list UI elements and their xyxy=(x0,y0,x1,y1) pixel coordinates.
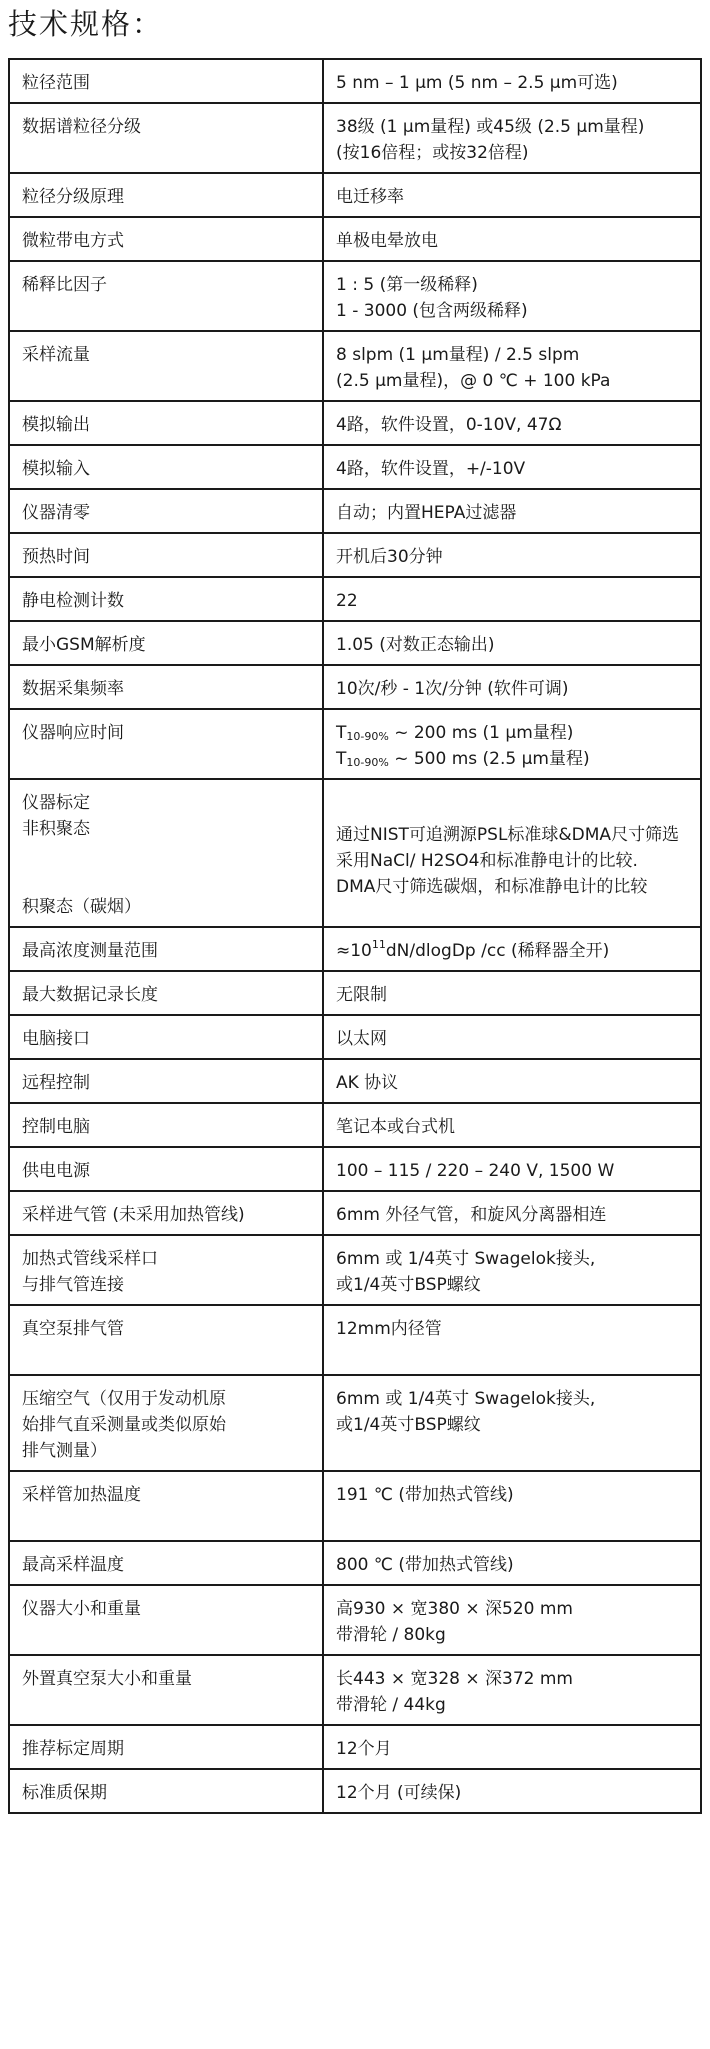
table-row xyxy=(9,971,701,1015)
spec-key-line: 远程控制 xyxy=(22,1073,90,1093)
spec-value-line: 4路，软件设置，0-10V, 47Ω xyxy=(336,415,562,435)
spec-key-line: 模拟输出 xyxy=(22,415,90,435)
spec-key-line: 最高浓度测量范围 xyxy=(22,941,158,961)
spec-key-line: 最大数据记录长度 xyxy=(22,985,158,1005)
spec-value-line: 开机后30分钟 xyxy=(336,547,443,567)
spec-value xyxy=(323,489,701,533)
spec-key xyxy=(9,489,323,533)
spec-value-line: 笔记本或台式机 xyxy=(336,1117,455,1137)
spec-value-line: (2.5 μm量程)，@ 0 ℃ + 100 kPa xyxy=(336,371,611,391)
spec-value xyxy=(323,401,701,445)
spec-key-line: 粒径范围 xyxy=(22,73,90,93)
table-row xyxy=(9,1147,701,1191)
spec-key xyxy=(9,331,323,401)
spec-value-line: 38级 (1 μm量程) 或45级 (2.5 μm量程) xyxy=(336,117,645,137)
spec-key-line: 控制电脑 xyxy=(22,1117,90,1137)
spec-value-line: (按16倍程；或按32倍程) xyxy=(336,143,529,163)
spec-value xyxy=(323,1191,701,1235)
spec-key-line: 电脑接口 xyxy=(22,1029,90,1049)
response-prefix: T xyxy=(336,749,347,769)
table-row xyxy=(9,261,701,331)
spec-key-line: 真空泵排气管 xyxy=(22,1319,124,1339)
spec-table xyxy=(8,58,702,1814)
spec-key xyxy=(9,779,323,927)
spec-key xyxy=(9,173,323,217)
spec-key-line: 微粒带电方式 xyxy=(22,231,124,251)
spec-key xyxy=(9,971,323,1015)
spec-key xyxy=(9,665,323,709)
spec-key xyxy=(9,401,323,445)
spec-key xyxy=(9,59,323,103)
table-row xyxy=(9,577,701,621)
spacer xyxy=(22,1508,310,1534)
spacer xyxy=(22,842,310,894)
spec-value-line: 带滑轮 / 44kg xyxy=(336,1695,446,1715)
spec-value xyxy=(323,971,701,1015)
spec-table-body-top xyxy=(9,59,701,709)
spec-key xyxy=(9,1103,323,1147)
spec-key xyxy=(9,1015,323,1059)
spec-value-line: 1.05 (对数正态输出) xyxy=(336,635,495,655)
spec-value-line: AK 协议 xyxy=(336,1073,399,1093)
spec-value-line: 或1/4英寸BSP螺纹 xyxy=(336,1415,481,1435)
spec-value xyxy=(323,927,701,971)
spec-value xyxy=(323,1769,701,1813)
table-row xyxy=(9,1305,701,1375)
spec-value xyxy=(323,621,701,665)
spec-key xyxy=(9,217,323,261)
spec-value-line: 带滑轮 / 80kg xyxy=(336,1625,446,1645)
spec-value xyxy=(323,1103,701,1147)
spec-key xyxy=(9,1147,323,1191)
spec-value-line: 或1/4英寸BSP螺纹 xyxy=(336,1275,481,1295)
spec-value xyxy=(323,1015,701,1059)
spec-key xyxy=(9,1769,323,1813)
table-row xyxy=(9,1541,701,1585)
table-row xyxy=(9,1015,701,1059)
spec-value-line: 12mm内径管 xyxy=(336,1319,442,1339)
spec-value-line: 1 - 3000 (包含两级稀释) xyxy=(336,301,528,321)
spec-value-line: 6mm 外径气管，和旋风分离器相连 xyxy=(336,1205,607,1225)
table-row xyxy=(9,1235,701,1305)
spec-key-line: 仪器响应时间 xyxy=(22,723,124,743)
spec-key xyxy=(9,1305,323,1375)
spec-key-line: 粒径分级原理 xyxy=(22,187,124,207)
spec-key-line: 标准质保期 xyxy=(22,1783,107,1803)
spec-key-line: 模拟输入 xyxy=(22,459,90,479)
spec-value-line: 1 : 5 (第一级稀释) xyxy=(336,275,478,295)
table-row xyxy=(9,445,701,489)
calibration-key-non-agglomerated: 非积聚态 xyxy=(22,819,90,839)
table-row xyxy=(9,1769,701,1813)
spec-value xyxy=(323,1585,701,1655)
spec-value xyxy=(323,577,701,621)
table-row-max-concentration xyxy=(9,927,701,971)
spec-value-line: 800 ℃ (带加热式管线) xyxy=(336,1555,514,1575)
spec-key xyxy=(9,1655,323,1725)
spec-key xyxy=(9,103,323,173)
spec-key-line: 最小GSM解析度 xyxy=(22,635,146,655)
response-line2-rest: ~ 500 ms (2.5 μm量程) xyxy=(388,749,590,769)
spec-key-line: 最高采样温度 xyxy=(22,1555,124,1575)
table-row xyxy=(9,533,701,577)
table-row xyxy=(9,331,701,401)
spec-value xyxy=(323,59,701,103)
concentration-rest: dN/dlogDp /cc (稀释器全开) xyxy=(385,941,610,961)
spec-table-body-bottom xyxy=(9,971,701,1813)
table-row-calibration xyxy=(9,779,701,927)
spec-value xyxy=(323,533,701,577)
spec-value-line: 8 slpm (1 μm量程) / 2.5 slpm xyxy=(336,345,580,365)
concentration-superscript: 11 xyxy=(371,938,386,951)
spec-table-body-middle xyxy=(9,709,701,971)
spec-key xyxy=(9,261,323,331)
spec-value-line: 22 xyxy=(336,591,358,611)
spec-key xyxy=(9,577,323,621)
spec-key xyxy=(9,1059,323,1103)
spec-value xyxy=(323,779,701,927)
spec-value xyxy=(323,1305,701,1375)
spec-value xyxy=(323,1235,701,1305)
spec-key xyxy=(9,1191,323,1235)
spec-key-line: 采样流量 xyxy=(22,345,90,365)
spec-value-line: 5 nm – 1 μm (5 nm – 2.5 μm可选) xyxy=(336,73,618,93)
table-row xyxy=(9,489,701,533)
spec-value xyxy=(323,1655,701,1725)
spec-key xyxy=(9,1585,323,1655)
calibration-value-non-agglomerated: 通过NIST可追溯源PSL标准球&DMA尺寸筛选采用NaCl/ H2SO4和标准静电计的比较. xyxy=(336,825,680,871)
spec-value-line: 单极电晕放电 xyxy=(336,231,438,251)
calibration-key-title: 仪器标定 xyxy=(22,793,90,813)
spec-value xyxy=(323,665,701,709)
spec-key xyxy=(9,1375,323,1471)
spec-value xyxy=(323,331,701,401)
calibration-value-agglomerated: DMA尺寸筛选碳烟，和标准静电计的比较 xyxy=(336,877,648,897)
table-row xyxy=(9,665,701,709)
spec-value xyxy=(323,709,701,779)
spec-value-line: 自动；内置HEPA过滤器 xyxy=(336,503,517,523)
spec-value-line: 191 ℃ (带加热式管线) xyxy=(336,1485,514,1505)
table-row xyxy=(9,173,701,217)
table-row xyxy=(9,1471,701,1541)
spec-key-line: 采样管加热温度 xyxy=(22,1485,141,1505)
spec-value xyxy=(323,173,701,217)
spec-key-line: 数据谱粒径分级 xyxy=(22,117,141,137)
spec-value xyxy=(323,1471,701,1541)
spec-value xyxy=(323,1725,701,1769)
table-row-response-time xyxy=(9,709,701,779)
concentration-prefix: ≈10 xyxy=(336,941,372,961)
table-row xyxy=(9,621,701,665)
response-line1-rest: ~ 200 ms (1 μm量程) xyxy=(388,723,574,743)
table-row xyxy=(9,59,701,103)
spec-value-line: 高930 × 宽380 × 深520 mm xyxy=(336,1599,573,1619)
spec-value-line: 4路，软件设置，+/-10V xyxy=(336,459,526,479)
spec-value-line: 电迁移率 xyxy=(336,187,404,207)
spec-key-line: 供电电源 xyxy=(22,1161,90,1181)
spec-key xyxy=(9,1725,323,1769)
spec-key xyxy=(9,1235,323,1305)
spacer xyxy=(22,1342,310,1368)
spec-key-line: 仪器大小和重量 xyxy=(22,1599,141,1619)
table-row xyxy=(9,1375,701,1471)
spec-value-line: 以太网 xyxy=(336,1029,387,1049)
spec-value-line: 12个月 (可续保) xyxy=(336,1783,462,1803)
concentration-value xyxy=(336,938,688,964)
table-row xyxy=(9,1103,701,1147)
table-row xyxy=(9,103,701,173)
spec-value xyxy=(323,445,701,489)
spec-value xyxy=(323,1147,701,1191)
spec-value xyxy=(323,1059,701,1103)
spec-key-line: 加热式管线采样口 xyxy=(22,1249,158,1269)
table-row xyxy=(9,401,701,445)
table-row xyxy=(9,217,701,261)
spec-key-line: 外置真空泵大小和重量 xyxy=(22,1669,192,1689)
response-time-line-2 xyxy=(336,746,688,772)
response-time-line-1 xyxy=(336,720,688,746)
spec-key xyxy=(9,1541,323,1585)
spec-value xyxy=(323,217,701,261)
calibration-key-agglomerated: 积聚态（碳烟） xyxy=(22,897,141,917)
response-subscript: 10-90% xyxy=(346,756,389,769)
spec-key-line: 数据采集频率 xyxy=(22,679,124,699)
table-row xyxy=(9,1059,701,1103)
spec-value-line: 无限制 xyxy=(336,985,387,1005)
spec-key-line: 压缩空气（仅用于发动机原 xyxy=(22,1389,226,1409)
spec-key xyxy=(9,621,323,665)
spec-value-line: 100 – 115 / 220 – 240 V, 1500 W xyxy=(336,1161,615,1181)
spec-value-line: 10次/秒 - 1次/分钟 (软件可调) xyxy=(336,679,569,699)
spec-key-line: 与排气管连接 xyxy=(22,1275,124,1295)
spec-key-line: 始排气直采测量或类似原始 xyxy=(22,1415,226,1435)
page-title: 技术规格： xyxy=(8,7,164,41)
spec-value-line: 12个月 xyxy=(336,1739,392,1759)
spec-key-line: 推荐标定周期 xyxy=(22,1739,124,1759)
spec-key xyxy=(9,927,323,971)
spec-value-line: 6mm 或 1/4英寸 Swagelok接头, xyxy=(336,1389,596,1409)
table-row xyxy=(9,1725,701,1769)
spec-value xyxy=(323,261,701,331)
spec-key xyxy=(9,709,323,779)
spec-key xyxy=(9,445,323,489)
table-row xyxy=(9,1585,701,1655)
spec-key-line: 仪器清零 xyxy=(22,503,90,523)
spec-value-line: 长443 × 宽328 × 深372 mm xyxy=(336,1669,573,1689)
spec-key-line: 预热时间 xyxy=(22,547,90,567)
spec-key-line: 排气测量） xyxy=(22,1441,107,1461)
spacer xyxy=(336,790,688,816)
spec-value xyxy=(323,1541,701,1585)
spec-value xyxy=(323,103,701,173)
spec-value-line: 6mm 或 1/4英寸 Swagelok接头, xyxy=(336,1249,596,1269)
spec-value xyxy=(323,1375,701,1471)
response-subscript: 10-90% xyxy=(346,730,389,743)
table-row xyxy=(9,1191,701,1235)
table-row xyxy=(9,1655,701,1725)
spec-key xyxy=(9,533,323,577)
spec-key-line: 稀释比因子 xyxy=(22,275,107,295)
spec-key xyxy=(9,1471,323,1541)
spec-key-line: 静电检测计数 xyxy=(22,591,124,611)
response-prefix: T xyxy=(336,723,347,743)
spec-key-line: 采样进气管 (未采用加热管线) xyxy=(22,1205,245,1225)
